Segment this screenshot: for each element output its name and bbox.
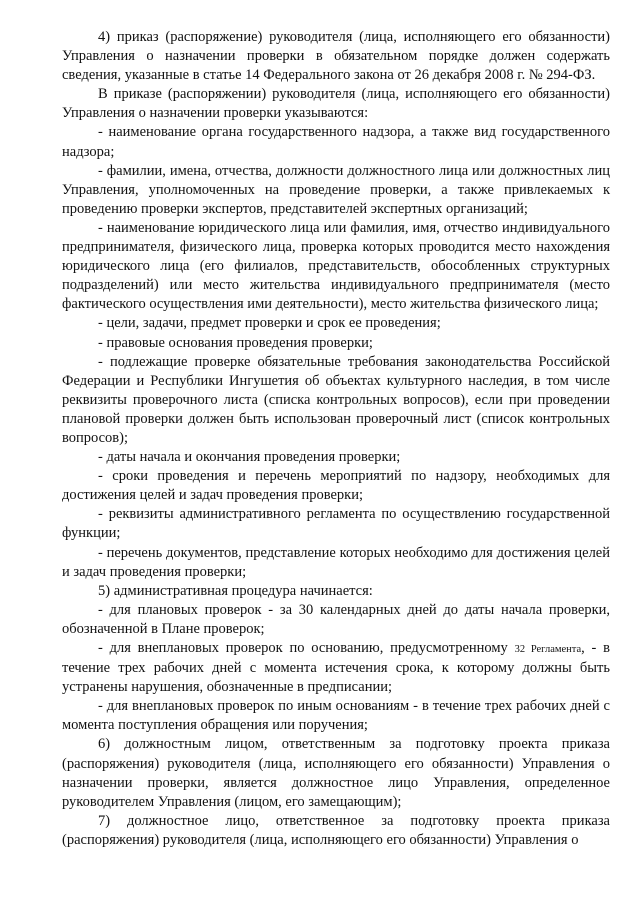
list-item-planned-checks: - для плановых проверок - за 30 календарных дней до даты начала проверки, обозначенной в Плане проверок; [62,601,610,637]
list-item-entity-name: - наименование юридического лица или фамилия, имя, отчество индивидуального предпринимателя, физического лица, проверка которых проводится место нахождения юридического лица (его филиалов, представительств, обособленных структурных подразделений) или место жительства индивидуального предпринимателя (место фактического осуществления ими деятельности), место жительства физического лица; [62,219,610,313]
list-item-regulation-details: - реквизиты административного регламента по осуществлению государственной функции; [62,506,610,542]
list-item-authority-name: - наименование органа государственного надзора, а также вид государственного надзора; [62,124,610,160]
list-item-goals: - цели, задачи, предмет проверки и срок ее проведения; [98,315,441,332]
text-segment: , - в течение трех рабочих дней с момента истечения срока, к которому должны быть устранены нарушения, обозначенные в предписании; [62,640,610,696]
list-item-officials: - фамилии, имена, отчества, должности должностного лица или должностных лиц Управления, уполномоченных на проведение проверки, а также привлекаемых к проведению проверки экспертов, представителей экспертных организаций; [62,162,610,217]
list-item-legal-grounds: - правовые основания проведения проверки; [98,334,373,351]
paragraph-item-5: 5) административная процедура начинается: [98,582,373,599]
list-item-requirements: - подлежащие проверке обязательные требования законодательства Российской Федерации и Республики Ингушетия об объектах культурного наследия, в том числе реквизиты проверочного листа (списка контрольных вопросов), если при проведении плановой проверки должен быть использован проверочный лист (список контрольных вопросов); [62,353,610,446]
small-text-reference: 32 Регламента [514,644,582,655]
list-item-terms-measures: - сроки проведения и перечень мероприятий по надзору, необходимых для достижения целей и задач проведения проверки; [62,468,610,504]
list-item-documents: - перечень документов, представление которых необходимо для достижения целей и задач проведения проверки; [62,544,610,580]
paragraph-order-contents-intro: В приказе (распоряжении) руководителя (лица, исполняющего его обязанности) Управления о назначении проверки указываются: [62,86,610,122]
list-item-unplanned-checks [62,639,610,697]
paragraph-item-7: 7) должностное лицо, ответственное за подготовку проекта приказа (распоряжения) руководителя (лица, исполняющего его обязанности) Управления о [62,812,610,848]
paragraph-item-6: 6) должностным лицом, ответственным за подготовку проекта приказа (распоряжения) руководителя (лица, исполняющего его обязанности) Управления о назначении проверки, является должностное лицо Управления, определенное руководителем Управления (лицом, его замещающим); [62,736,610,810]
paragraph-item-4: 4) приказ (распоряжение) руководителя (лица, исполняющего его обязанности) Управления о назначении проверки в обязательном порядке должен содержать сведения, указанные в статье 14 Федерального закона от 26 декабря 2008 г. № 294-ФЗ. [62,29,610,84]
list-item-other-grounds: - для внеплановых проверок по иным основаниям - в течение трех рабочих дней с момента поступления обращения или поручения; [62,698,610,734]
list-item-dates: - даты начала и окончания проведения проверки; [98,449,401,466]
text-segment: - для внеплановых проверок по основанию, предусмотренному [98,640,515,656]
